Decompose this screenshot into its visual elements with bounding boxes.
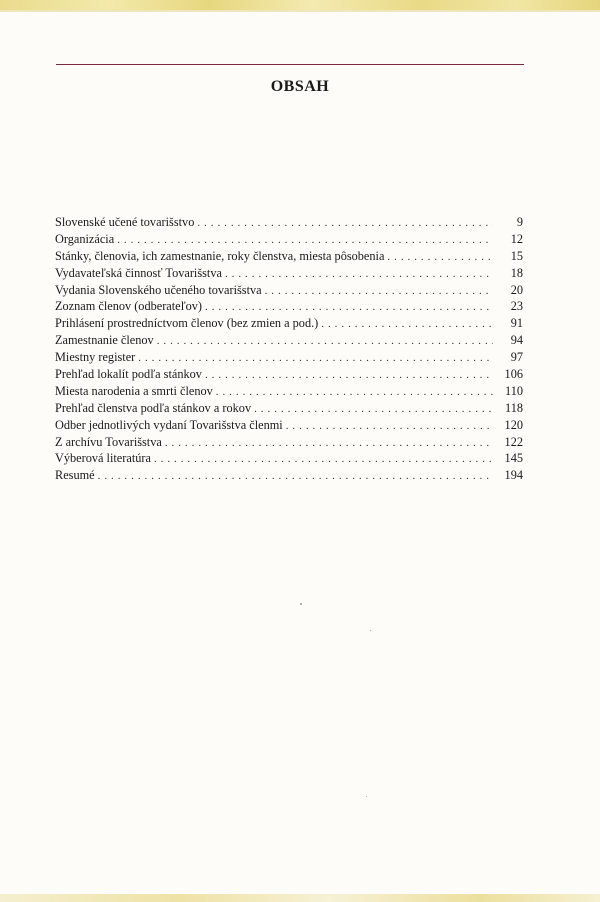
toc-entry-label: Zamestnanie členov bbox=[55, 333, 154, 348]
toc-entry-page: 97 bbox=[510, 350, 523, 365]
toc-entry-page: 110 bbox=[505, 383, 523, 398]
dot-leader bbox=[154, 451, 493, 468]
toc-entry-label: Organizácia bbox=[55, 231, 115, 246]
toc-entry-page: 15 bbox=[510, 248, 523, 263]
dot-leader bbox=[216, 384, 493, 401]
toc-entry bbox=[55, 298, 523, 315]
toc-entry-label: Odber jednotlivých vydaní Tovarišstva členmi bbox=[55, 417, 283, 432]
toc-entry bbox=[55, 417, 523, 434]
toc-entry bbox=[55, 248, 523, 265]
toc-entry-label: Zoznam členov (odberateľov) bbox=[55, 299, 203, 314]
toc-entry-page: 120 bbox=[504, 417, 523, 432]
dot-leader bbox=[387, 249, 493, 266]
toc-entry-page: 91 bbox=[510, 316, 523, 331]
toc-entry-label: Z archívu Tovarišstva bbox=[55, 434, 162, 449]
toc-entry bbox=[55, 332, 523, 349]
dot-leader bbox=[265, 283, 493, 300]
toc-entry-page: 94 bbox=[510, 333, 523, 348]
dot-leader bbox=[138, 350, 493, 367]
toc-entry-label: Prihlásení prostredníctvom členov (bez zmien a pod.) bbox=[55, 316, 319, 331]
toc-entry bbox=[55, 400, 523, 417]
dot-leader bbox=[205, 367, 493, 384]
toc-entry bbox=[55, 366, 523, 383]
page-title: OBSAH bbox=[270, 78, 330, 95]
toc-entry-label: Slovenské učené tovarišstvo bbox=[55, 215, 195, 229]
toc-entry bbox=[55, 282, 523, 299]
dot-leader bbox=[98, 468, 493, 485]
toc-entry bbox=[55, 214, 523, 231]
dot-leader bbox=[254, 401, 493, 418]
toc-entry-label: Výberová literatúra bbox=[55, 451, 151, 466]
toc-entry-page: 12 bbox=[510, 231, 523, 246]
toc-entry bbox=[55, 349, 523, 366]
toc-entry bbox=[55, 265, 523, 282]
toc-entry-page: 194 bbox=[504, 468, 523, 483]
toc-entry-page: 9 bbox=[516, 215, 523, 229]
toc-entry-label: Vydania Slovenského učeného tovarišstva bbox=[55, 282, 262, 297]
paper-speck bbox=[370, 630, 371, 631]
page-edge-top bbox=[0, 0, 600, 10]
toc-entry bbox=[55, 231, 523, 248]
toc-entry bbox=[55, 315, 523, 332]
paper-speck bbox=[300, 603, 302, 605]
dot-leader bbox=[197, 215, 493, 232]
toc-entry-page: 118 bbox=[505, 400, 523, 415]
toc-entry bbox=[55, 450, 523, 467]
toc-entry bbox=[55, 467, 523, 484]
toc-entry-page: 18 bbox=[510, 265, 523, 280]
toc-entry-label: Miestny register bbox=[55, 350, 136, 365]
dot-leader bbox=[157, 333, 493, 350]
toc-entry-page: 23 bbox=[510, 299, 523, 314]
dot-leader bbox=[321, 316, 493, 333]
table-of-contents bbox=[55, 214, 523, 484]
toc-entry-label: Prehľad členstva podľa stánkov a rokov bbox=[55, 400, 252, 415]
dot-leader bbox=[286, 418, 493, 435]
header-rule bbox=[56, 64, 524, 65]
dot-leader bbox=[205, 299, 493, 316]
toc-entry-label: Stánky, členovia, ich zamestnanie, roky členstva, miesta pôsobenia bbox=[55, 248, 385, 263]
toc-entry-page: 145 bbox=[504, 451, 523, 466]
toc-entry-page: 122 bbox=[504, 434, 523, 449]
dot-leader bbox=[165, 435, 493, 452]
toc-entry-label: Prehľad lokalít podľa stánkov bbox=[55, 367, 202, 382]
toc-entry-label: Vydavateľská činnosť Tovarišstva bbox=[55, 265, 222, 280]
toc-entry-label: Miesta narodenia a smrti členov bbox=[55, 383, 213, 398]
toc-entry-label: Resumé bbox=[55, 468, 95, 483]
toc-entry bbox=[55, 434, 523, 451]
paper-speck bbox=[366, 796, 367, 797]
page-edge-bottom bbox=[0, 894, 600, 902]
toc-entry bbox=[55, 383, 523, 400]
toc-entry-page: 106 bbox=[504, 367, 523, 382]
dot-leader bbox=[117, 232, 493, 249]
dot-leader bbox=[225, 266, 493, 283]
toc-entry-page: 20 bbox=[510, 282, 523, 297]
